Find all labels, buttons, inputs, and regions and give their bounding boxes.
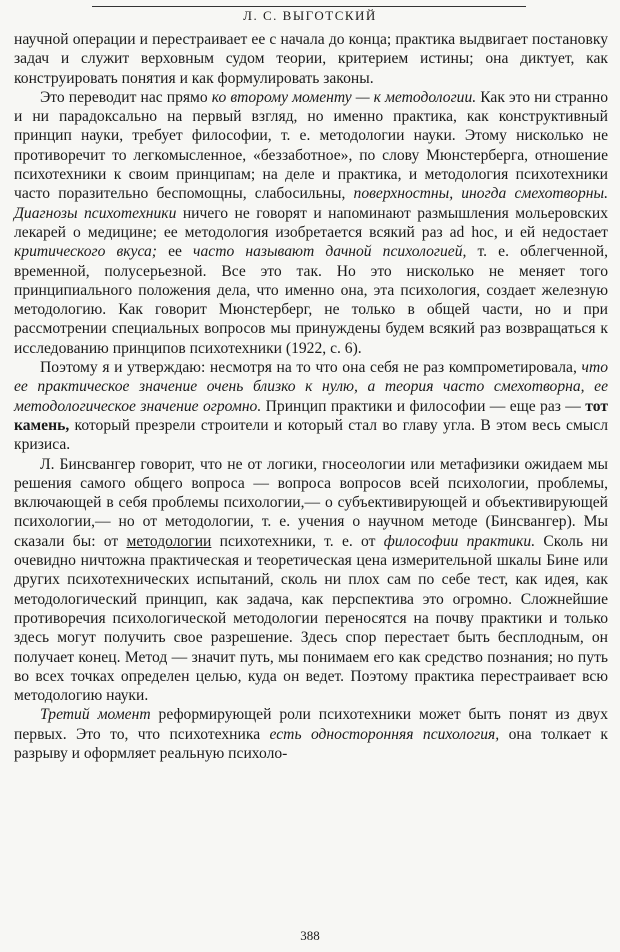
paragraph-1: научной операции и перестраивает ее с начала до конца; практика выдвигает постановку задач и служит верховным судом теории, критерием истины; она диктует, как конструировать понятия и как формулировать законы. [14, 31, 608, 87]
paragraph-5: Третий момент реформирующей роли психотехники может быть понят из двух первых. Это то, что психотехника есть односторонняя психология, она толкает к разрыву и оформляет реальную психоло- [14, 706, 608, 762]
header-rule [92, 6, 526, 7]
body-text [14, 30, 608, 763]
paragraph-2: Это переводит нас прямо ко второму моменту — к методологии. Как это ни странно и ни парадоксально на первый взгляд, но именно практика, как конструктивный принцип науки, требует философии, т. е. методологии науки. Этому нисколько не противоречит то легкомысленное, «беззаботное», по слову Мюнстерберга, отношение психотехники к своим принципам; на деле и практика, и методология психотехники часто поразительно беспомощны, слабосильны, поверхностны, иногда смехотворны. Диагнозы психотехники ничего не говорят и напоминают размышления мольеровских лекарей о медицине; ее методология изобретается всякий раз ad hoc, и ей недостает критического вкуса; ее часто называют дачной психологией, т. е. облегченной, временной, полусерьезной. Все это так. Но это нисколько не меняет того принципиального положения дела, что именно она, эта психология, создает железную методологию. Как говорит Мюнстерберг, не только в общей части, но и при рассмотрении специальных вопросов мы принуждены будем всякий раз возвращаться к исследованию принципов психотехники (1922, с. 6). [14, 88, 609, 357]
paragraph-3: Поэтому я и утверждаю: несмотря на то что она себя не раз компрометировала, что ее практическое значение очень близко к нулю, а теория часто смехотворна, ее методологическое значение огромно. Принцип практики и философии — еще раз — тот камень, который презрели строители и который стал во главу угла. В этом весь смысл кризиса. [14, 359, 609, 454]
page-number: 388 [300, 928, 320, 943]
running-header: Л. С. ВЫГОТСКИЙ [243, 8, 377, 23]
underlined-word: методологии [126, 532, 212, 550]
paragraph-4: Л. Бинсвангер говорит, что не от логики, гносеологии или метафизики ожидаем мы решения самого общего вопроса — вопроса вопросов всей психологии, проблемы, включающей в себя проблемы психологии,— о субъективирующей и объективирующей психологии,— но от методологии, т. е. учения о научном методе (Бинсвангер). Мы сказали бы: от методологии психотехники, т. е. от философии практики. Сколь ни очевидно ничтожна практическая и теоретическая цена измерительной шкалы Бине или других психотехнических испытаний, сколь ни плох сам по себе тест, как идея, как методологический принцип, как задача, как перспектива это огромно. Сложнейшие противоречия психологической методологии переносятся на почву практики и только здесь могут получить свое разрешение. Здесь спор перестает быть бесплодным, он получает конец. Метод — значит путь, мы понимаем его как средство познания; но путь во всех точках определен целью, куда он ведет. Поэтому практика перестраивает всю методологию науки. [14, 455, 608, 705]
